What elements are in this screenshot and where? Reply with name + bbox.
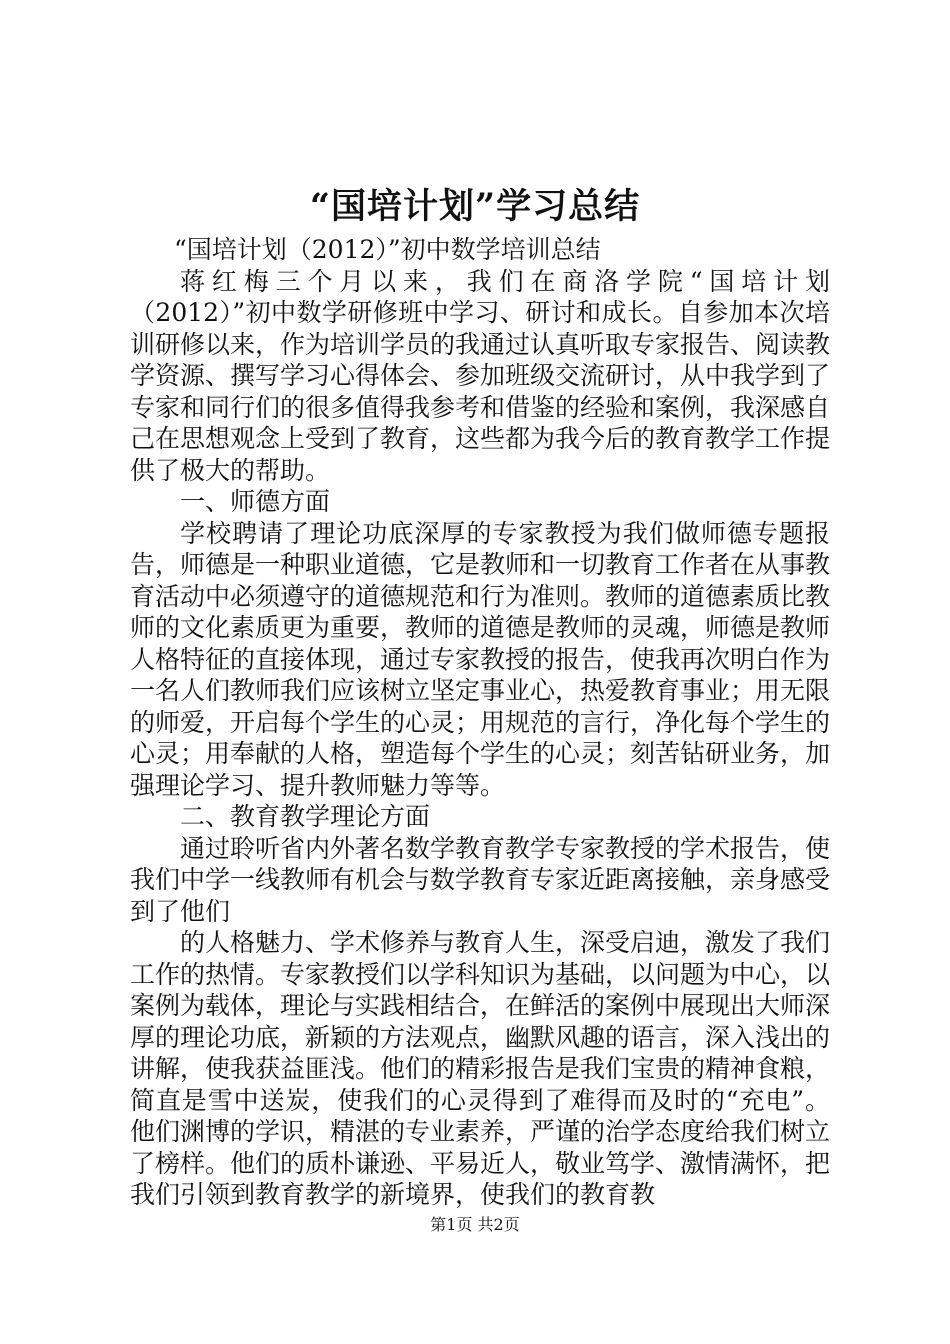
paragraph-ethics: 学校聘请了理论功底深厚的专家教授为我们做师德专题报告，师德是一种职业道德，它是教师和一切教育工作者在从事教育活动中必须遵守的道德规范和行为准则。教师的道德素质比教师的文化素质更为重要，教师的道德是教师的灵魂，师德是教师人格特征的直接体现，通过专家教授的报告，使我再次明白作为一名人们教师我们应该树立坚定事业心，热爱教育事业；用无限的师爱，开启每个学生的心灵；用规范的言行，净化每个学生的心灵；用奉献的人格，塑造每个学生的心灵；刻苦钻研业务，加强理论学习、提升教师魅力等等。: [130, 518, 831, 800]
paragraph-theory-part2: 的人格魅力、学术修养与教育人生，深受启迪，激发了我们工作的热情。专家教授们以学科知识为基础，以问题为中心，以案例为载体，理论与实践相结合，在鲜活的案例中展现出大师深厚的理论功底，新颖的方法观点，幽默风趣的语言，深入浅出的讲解，使我获益匪浅。他们的精彩报告是我们宝贵的精神食粮，简直是雪中送炭，使我们的心灵得到了难得而及时的“充电”。他们渊博的学识，精湛的专业素养，严谨的治学态度给我们树立了榜样。他们的质朴谦逊、平易近人，敬业笃学、激情满怀，把我们引领到教育教学的新境界，使我们的教育教: [130, 928, 831, 1209]
section-heading-ethics: 一、师德方面: [180, 487, 331, 516]
paragraph-theory-part1: 通过聆听省内外著名数学教育教学专家教授的学术报告，使我们中学一线教师有机会与数学教育专家近距离接触，亲身感受到了他们: [130, 833, 831, 926]
page-footer: 第1页 共2页: [430, 1215, 520, 1234]
section-heading-theory: 二、教育教学理论方面: [180, 802, 431, 831]
paragraph-intro: 蒋红梅三个月以来，我们在商洛学院“国培计划（2012）”初中数学研修班中学习、研讨和成长。自参加本次培训研修以来，作为培训学员的我通过认真听取专家报告、阅读教学资源、撰写学习心得体会、参加班级交流研讨，从中我学到了专家和同行们的很多值得我参考和借鉴的经验和案例，我深感自己在思想观念上受到了教育，这些都为我今后的教育教学工作提供了极大的帮助。: [130, 266, 831, 485]
document-body: [130, 234, 830, 1211]
document-subtitle: “国培计划（2012）”初中数学培训总结: [174, 235, 601, 264]
page-title: “国培计划”学习总结: [309, 186, 641, 227]
